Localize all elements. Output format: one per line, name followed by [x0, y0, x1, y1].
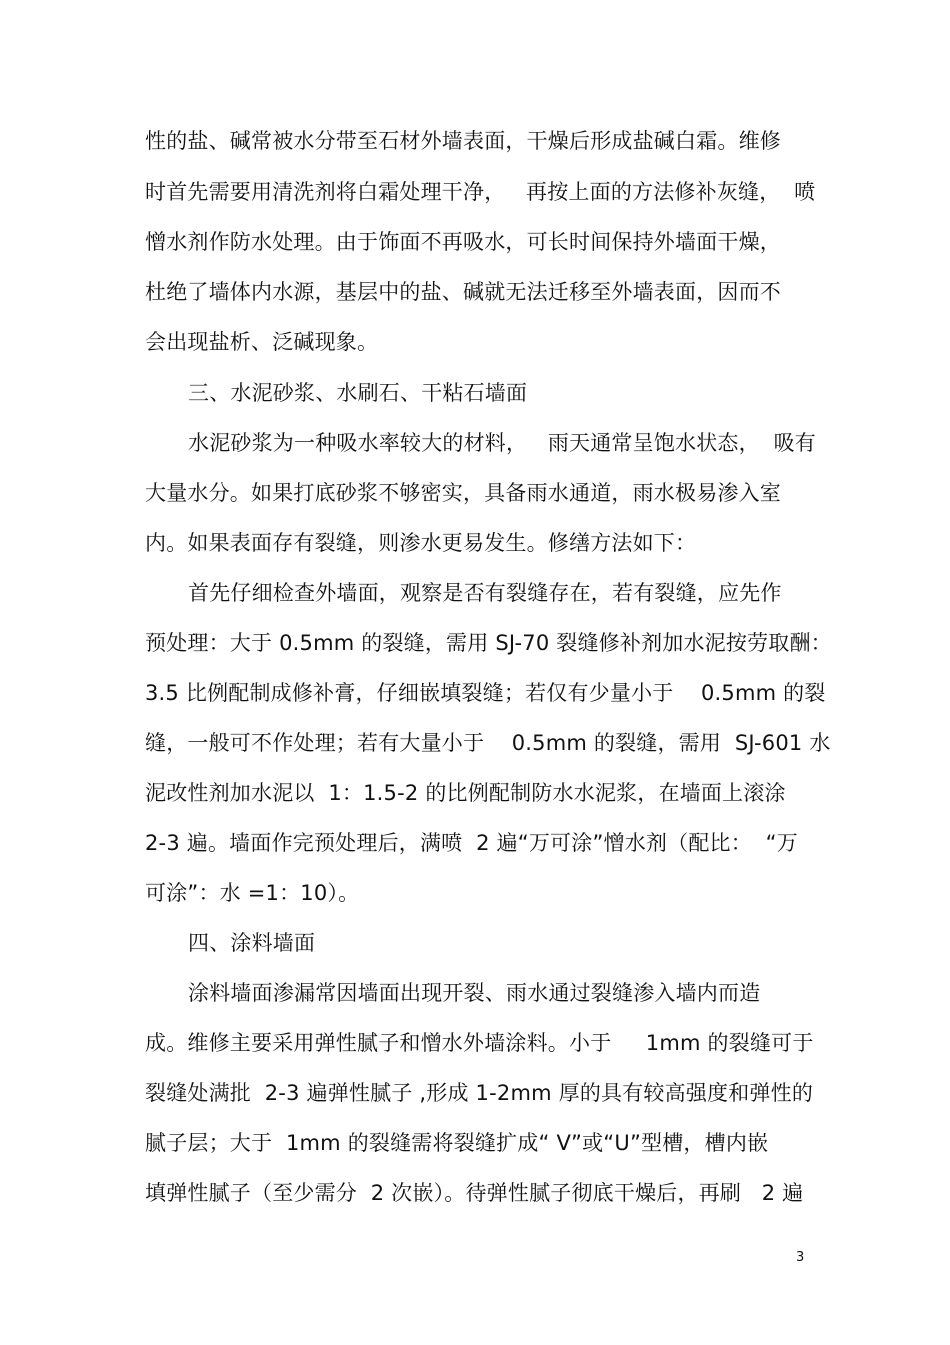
body-text-line: 可涂”：水 =1：10）。	[145, 881, 360, 905]
body-text-line: 会出现盐析、泛碱现象。	[145, 330, 379, 354]
body-text-line: 涂料墙面渗漏常因墙面出现开裂、雨水通过裂缝渗入墙内而造	[188, 981, 761, 1005]
body-text-line: 憎水剂作防水处理。由于饰面不再吸水，可长时间保持外墙面干燥，	[145, 230, 781, 254]
body-text-line: 腻子层；大于 1mm 的裂缝需将裂缝扩成“ V”或“U”型槽，槽内嵌	[145, 1131, 769, 1155]
page-number: 3	[796, 1250, 805, 1265]
body-text-line: 泥改性剂加水泥以 1：1.5-2 的比例配制防水水泥浆，在墙面上滚涂	[145, 781, 786, 805]
body-text-line: 填弹性腻子（至少需分 2 次嵌）。待弹性腻子彻底干燥后，再刷 2 遍	[145, 1181, 804, 1205]
body-text-line: 性的盐、碱常被水分带至石材外墙表面，干燥后形成盐碱白霜。维修	[145, 129, 781, 153]
body-text-line: 大量水分。如果打底砂浆不够密实，具备雨水通道，雨水极易渗入室	[145, 481, 781, 505]
body-text-line: 水泥砂浆为一种吸水率较大的材料， 雨天通常呈饱水状态， 吸有	[188, 431, 816, 455]
section-heading: 三、水泥砂浆、水刷石、干粘石墙面	[188, 381, 528, 405]
body-text-line: 杜绝了墙体内水源，基层中的盐、碱就无法迁移至外墙表面，因而不	[145, 280, 781, 304]
body-text-line: 预处理：大于 0.5mm 的裂缝，需用 SJ-70 裂缝修补剂加水泥按劳取酬：	[145, 631, 832, 655]
body-text-line: 裂缝处满批 2-3 遍弹性腻子 ,形成 1-2mm 厚的具有较高强度和弹性的	[145, 1081, 814, 1105]
body-text-line: 成。维修主要采用弹性腻子和憎水外墙涂料。小于 1mm 的裂缝可于	[145, 1031, 814, 1055]
body-text-line: 2-3 遍。墙面作完预处理后，满喷 2 遍“万可涂”憎水剂（配比： “万	[145, 831, 798, 855]
body-text-line: 缝，一般可不作处理；若有大量小于 0.5mm 的裂缝，需用 SJ-601 水	[145, 731, 831, 755]
body-text-line: 内。如果表面存有裂缝，则渗水更易发生。修缮方法如下：	[145, 531, 697, 555]
body-text-line: 时首先需要用清洗剂将白霜处理干净， 再按上面的方法修补灰缝， 喷	[145, 180, 816, 204]
body-text-line: 3.5 比例配制成修补膏，仔细嵌填裂缝；若仅有少量小于 0.5mm 的裂	[145, 681, 826, 705]
body-text-line: 首先仔细检查外墙面，观察是否有裂缝存在，若有裂缝，应先作	[188, 581, 782, 605]
section-heading: 四、涂料墙面	[188, 931, 316, 955]
